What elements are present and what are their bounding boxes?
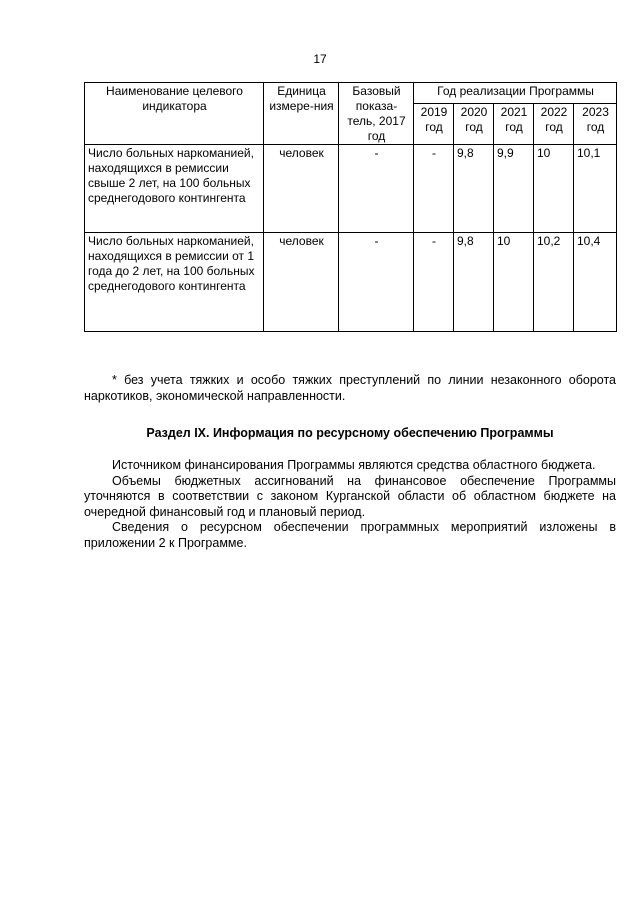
table-row — [85, 145, 617, 233]
section-heading: Раздел IX. Информация по ресурсному обеспечению Программы — [146, 426, 554, 440]
year-2019-cell: - — [414, 145, 454, 233]
table-header-row — [85, 83, 617, 104]
year-2020-cell: 9,8 — [454, 145, 494, 233]
indicators-table — [84, 82, 617, 332]
header-base-value: Базовый показа-тель, 2017 год — [339, 83, 414, 145]
year-2021-cell: 10 — [494, 233, 534, 332]
year-2019-cell: - — [414, 233, 454, 332]
header-indicator-name: Наименование целевого индикатора — [85, 83, 264, 145]
year-2021-cell: 9,9 — [494, 145, 534, 233]
year-2020-cell: 9,8 — [454, 233, 494, 332]
paragraph: Источником финансирования Программы являются средства областного бюджета. — [112, 458, 596, 472]
indicator-name-cell: Число больных наркоманией, находящихся в ремиссии от 1 года до 2 лет, на 100 больных среднегодового контингента — [85, 233, 264, 332]
header-year-2022: 2022 год — [534, 103, 574, 144]
unit-cell: человек — [264, 145, 339, 233]
base-value-cell: - — [339, 233, 414, 332]
paragraph: Объемы бюджетных ассигнований на финансовое обеспечение Программы уточняются в соответствии с законом Курганской области об областном бюджете на очередной финансовый год и плановый период. — [84, 473, 616, 519]
table-row — [85, 233, 617, 332]
section-body — [84, 458, 616, 551]
unit-cell: человек — [264, 233, 339, 332]
header-unit: Единица измере-ния — [264, 83, 339, 145]
table-footnote: * без учета тяжких и особо тяжких преступлений по линии незаконного оборота наркотиков, экономической направленности. — [84, 373, 616, 403]
header-year-2023: 2023 год — [574, 103, 617, 144]
year-2023-cell: 10,1 — [574, 145, 617, 233]
year-2022-cell: 10,2 — [534, 233, 574, 332]
header-year-2019: 2019 год — [414, 103, 454, 144]
base-value-cell: - — [339, 145, 414, 233]
header-year-2020: 2020 год — [454, 103, 494, 144]
year-2023-cell: 10,4 — [574, 233, 617, 332]
year-2022-cell: 10 — [534, 145, 574, 233]
indicator-name-cell: Число больных наркоманией, находящихся в ремиссии свыше 2 лет, на 100 больных среднегодового контингента — [85, 145, 264, 233]
paragraph: Сведения о ресурсном обеспечении программных мероприятий изложены в приложении 2 к Программе. — [84, 520, 616, 550]
header-years-group: Год реализации Программы — [414, 83, 617, 104]
page-number: 17 — [313, 52, 327, 66]
header-year-2021: 2021 год — [494, 103, 534, 144]
